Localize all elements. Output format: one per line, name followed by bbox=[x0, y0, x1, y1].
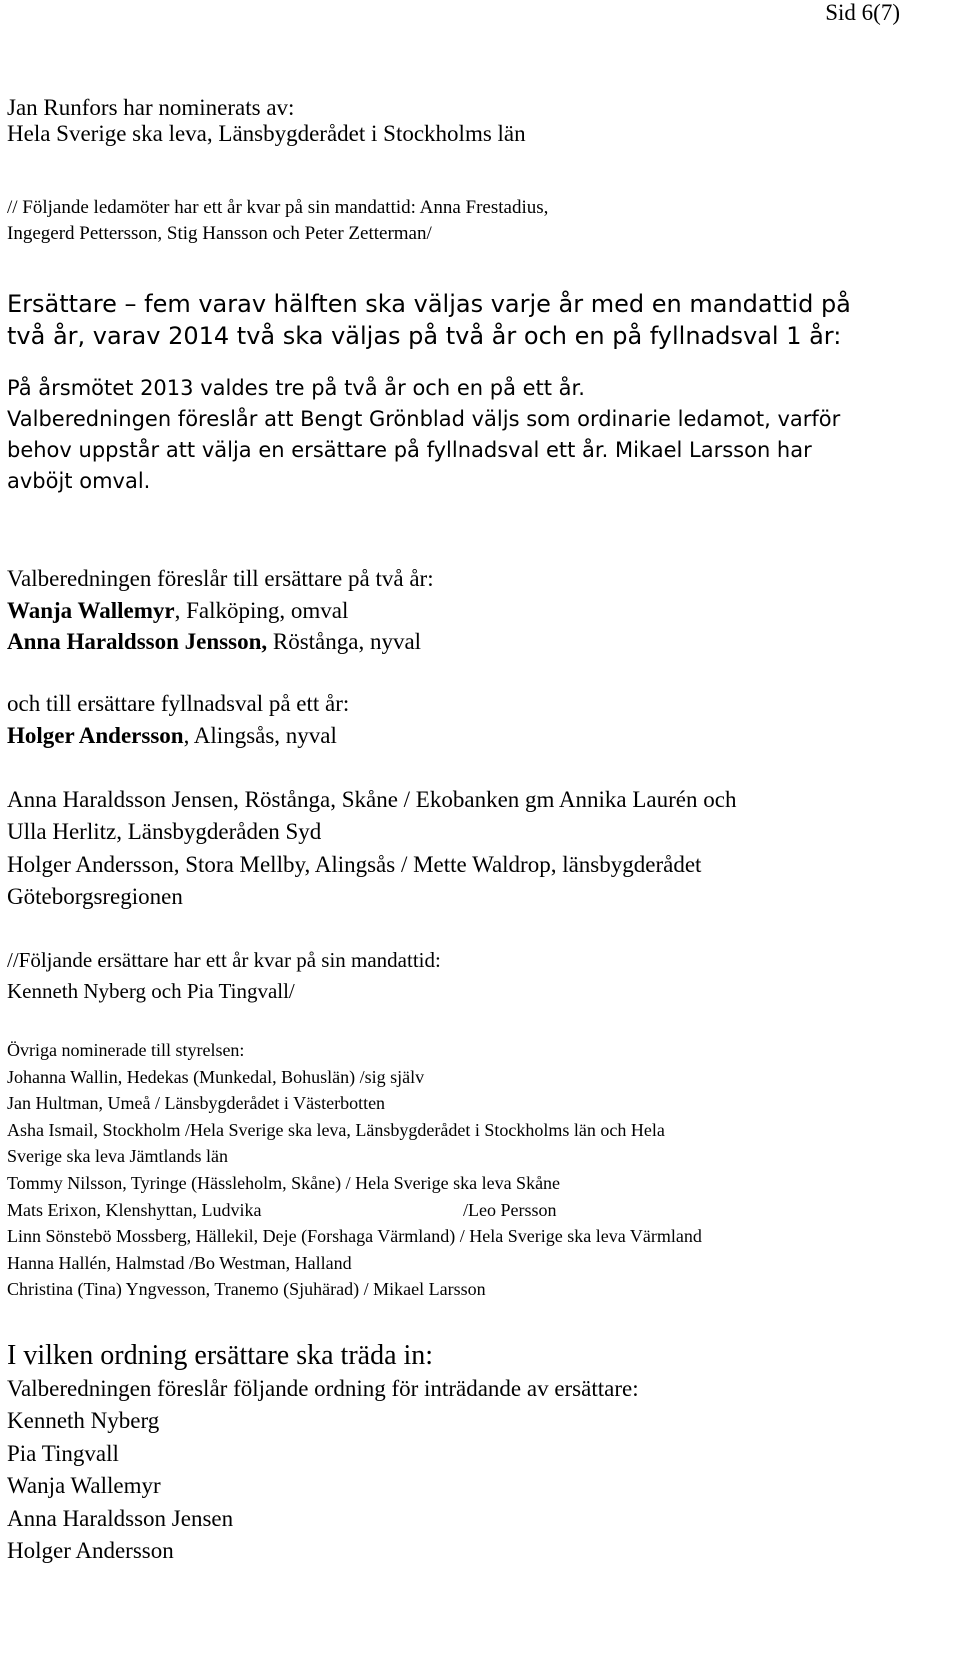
candidate-name: Anna Haraldsson Jensson, bbox=[7, 629, 268, 654]
order-list-item: Pia Tingvall bbox=[7, 1440, 119, 1466]
nominee-line: Jan Hultman, Umeå / Länsbygderådet i Västerbotten bbox=[7, 1093, 386, 1114]
proposal-two-years bbox=[7, 563, 952, 658]
other-nominees-block bbox=[7, 1037, 952, 1303]
order-list-item: Kenneth Nyberg bbox=[7, 1408, 160, 1434]
note-line: // Följande ledamöter har ett år kvar på sin mandattid: Anna Frestadius, bbox=[7, 197, 549, 218]
paragraph-line: behov uppstår att välja en ersättare på fyllnadsval ett år. Mikael Larsson har bbox=[7, 438, 812, 462]
nominee-line: Christina (Tina) Yngvesson, Tranemo (Sjuhärad) / Mikael Larsson bbox=[7, 1279, 486, 1300]
candidate-line bbox=[7, 595, 952, 627]
note-line: Kenneth Nyberg och Pia Tingvall/ bbox=[7, 979, 295, 1003]
order-list-item: Wanja Wallemyr bbox=[7, 1473, 161, 1499]
candidate-line bbox=[7, 626, 952, 658]
nominee-line: Johanna Wallin, Hedekas (Munkedal, Bohuslän) /sig själv bbox=[7, 1066, 425, 1087]
nomination-line: Jan Runfors har nominerats av: bbox=[7, 95, 295, 120]
order-list-item: Anna Haraldsson Jensen bbox=[7, 1505, 234, 1531]
paragraph-line: Valberedningen föreslår att Bengt Grönblad väljs som ordinarie ledamot, varför bbox=[7, 407, 841, 431]
order-list-item: Holger Andersson bbox=[7, 1538, 174, 1564]
proposal-one-year bbox=[7, 688, 952, 751]
substitutes-heading bbox=[7, 288, 952, 352]
proposal-intro: och till ersättare fyllnadsval på ett år: bbox=[7, 691, 350, 716]
heading-line: två år, varav 2014 två ska väljas på två år och en på fyllnadsval 1 år: bbox=[7, 322, 842, 350]
candidate-details: , Falköping, omval bbox=[174, 597, 349, 623]
nominators-block bbox=[7, 784, 952, 913]
order-intro: Valberedningen föreslår följande ordning för inträdande av ersättare: bbox=[7, 1376, 639, 1401]
other-nominees-heading: Övriga nominerade till styrelsen: bbox=[7, 1040, 245, 1060]
nominee-line: Linn Sönstebö Mossberg, Hällekil, Deje (Forshaga Värmland) / Hela Sverige ska leva Värmland bbox=[7, 1226, 702, 1247]
nominator-line: Anna Haraldsson Jensen, Röstånga, Skåne / Ekobanken gm Annika Laurén och bbox=[7, 787, 737, 812]
note-line: Ingegerd Pettersson, Stig Hansson och Peter Zetterman/ bbox=[7, 223, 432, 244]
nominee-name: Mats Erixon, Klenshyttan, Ludvika bbox=[7, 1199, 262, 1220]
order-heading: I vilken ordning ersättare ska träda in: bbox=[7, 1340, 434, 1371]
candidate-name: Holger Andersson bbox=[7, 722, 184, 748]
candidate-name: Wanja Wallemyr bbox=[7, 597, 175, 623]
remaining-substitutes-note bbox=[7, 945, 952, 1007]
nominee-line: Asha Ismail, Stockholm /Hela Sverige ska leva, Länsbygderådet i Stockholms län och Hela bbox=[7, 1119, 665, 1140]
nominee-nominator: /Leo Persson bbox=[463, 1199, 557, 1220]
paragraph-line: avböjt omval. bbox=[7, 469, 151, 493]
nominee-line: Tommy Nilsson, Tyringe (Hässleholm, Skåne) / Hela Sverige ska leva Skåne bbox=[7, 1172, 561, 1193]
nominee-line: Hanna Hallén, Halmstad /Bo Westman, Halland bbox=[7, 1252, 352, 1273]
candidate-details: Röstånga, nyval bbox=[267, 629, 422, 654]
nomination-line: Hela Sverige ska leva, Länsbygderådet i Stockholms län bbox=[7, 121, 526, 146]
annual-meeting-paragraph bbox=[7, 373, 952, 497]
note-line: //Följande ersättare har ett år kvar på sin mandattid: bbox=[7, 948, 441, 972]
candidate-details: , Alingsås, nyval bbox=[183, 722, 337, 748]
heading-line: Ersättare – fem varav hälften ska väljas varje år med en mandattid på bbox=[7, 290, 851, 318]
page-number: Sid 6(7) bbox=[825, 0, 900, 25]
candidate-line bbox=[7, 720, 952, 752]
nominator-line: Holger Andersson, Stora Mellby, Alingsås / Mette Waldrop, länsbygderådet bbox=[7, 851, 702, 877]
paragraph-line: På årsmötet 2013 valdes tre på två år och en på ett år. bbox=[7, 376, 585, 400]
proposal-intro: Valberedningen föreslår till ersättare på två år: bbox=[7, 566, 434, 591]
order-list-block bbox=[7, 1373, 952, 1567]
nominee-line bbox=[7, 1197, 952, 1224]
nomination-block bbox=[7, 95, 952, 147]
nominator-line: Göteborgsregionen bbox=[7, 883, 183, 909]
remaining-members-note bbox=[7, 195, 952, 247]
nominator-line: Ulla Herlitz, Länsbygderåden Syd bbox=[7, 819, 322, 845]
nominee-line: Sverige ska leva Jämtlands län bbox=[7, 1146, 228, 1167]
